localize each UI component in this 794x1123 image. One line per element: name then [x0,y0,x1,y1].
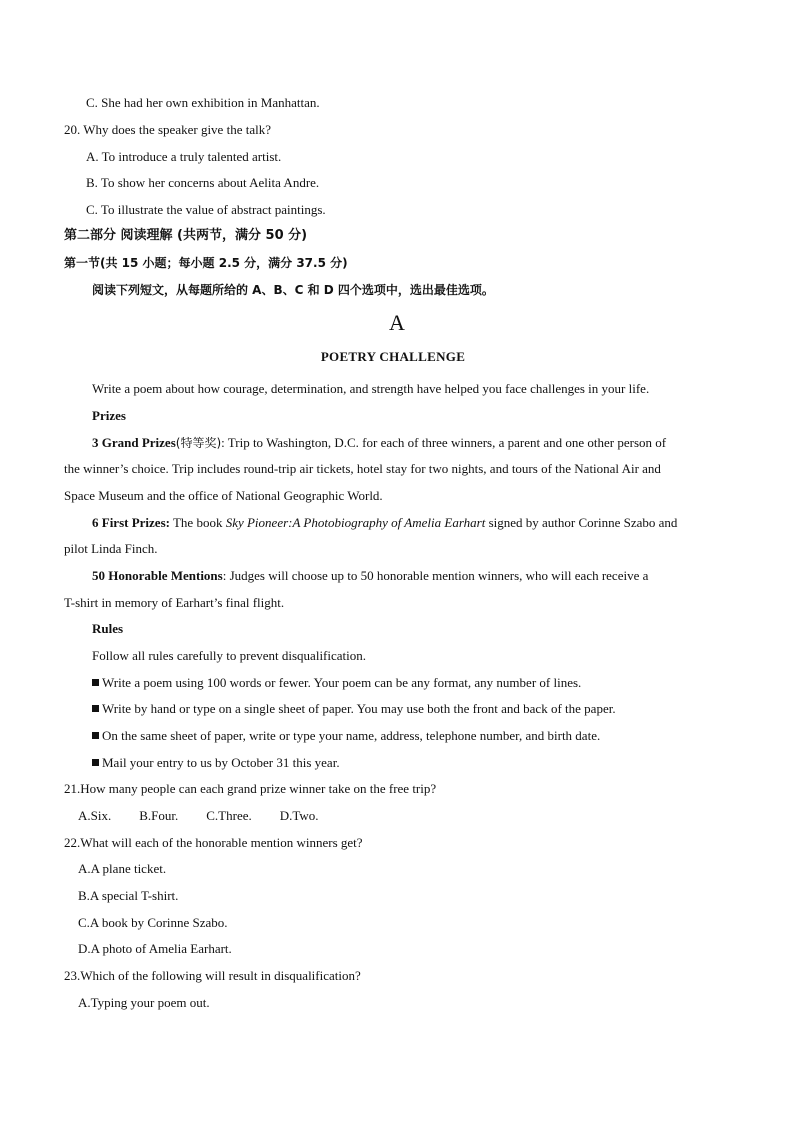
q21-options [78,808,347,824]
q22-option-c: C.A book by Corinne Szabo. [78,915,228,930]
q20-option-b: B. To show her concerns about Aelita Andre. [86,175,320,190]
grand-prizes-text-2: the winner’s choice. Trip includes round-trip air tickets, hotel stay for two nights, and tours of the National Air and [64,461,661,476]
q21-question: 21.How many people can each grand prize winner take on the free trip? [64,781,437,796]
bullet-square-icon [92,732,99,739]
first-prizes-text-a: The book [169,515,226,530]
reading-instruction: 阅读下列短文，从每题所给的 A、B、C 和 D 四个选项中，选出最佳选项。 [92,283,494,297]
first-prizes-text-b: signed by author Corinne Szabo and [485,515,678,530]
q23-option-a: A.Typing your poem out. [78,995,210,1010]
first-prizes-label: 6 First Prizes: [92,515,170,530]
honorable-mentions-line [92,568,648,584]
first-prizes-line [92,515,677,531]
q20-option-c: C. To illustrate the value of abstract paintings. [86,202,326,217]
bullet-square-icon [92,759,99,766]
rule-item [92,701,616,717]
q23-question: 23.Which of the following will result in disqualification? [64,968,361,983]
q22-option-d: D.A photo of Amelia Earhart. [78,941,232,956]
q22-question: 22.What will each of the honorable mention winners get? [64,835,363,850]
section1-heading: 第一节(共 15 小题；每小题 2.5 分，满分 37.5 分) [64,256,348,270]
rule-text: Write a poem using 100 words or fewer. Your poem can be any format, any number of lines. [102,675,582,690]
rules-heading: Rules [92,621,124,636]
bullet-square-icon [92,679,99,686]
honorable-mentions-label: 50 Honorable Mentions [92,568,223,583]
rule-text: Mail your entry to us by October 31 this year. [102,755,340,770]
honorable-mentions-text: : Judges will choose up to 50 honorable mention winners, who will each receive a [222,568,649,583]
grand-prizes-cn: (特等奖) [175,436,222,450]
q21-option-d: D.Two. [279,808,319,823]
grand-prizes-line [92,435,666,451]
grand-prizes-text-3: Space Museum and the office of National Geographic World. [64,488,383,503]
rule-item [92,755,340,771]
passage-title: POETRY CHALLENGE [320,349,466,364]
part2-heading: 第二部分 阅读理解 (共两节，满分 50 分) [64,228,308,243]
q21-option-c: C.Three. [206,808,252,823]
q22-option-a: A.A plane ticket. [78,861,167,876]
q20-option-a: A. To introduce a truly talented artist. [86,149,282,164]
bullet-square-icon [92,705,99,712]
book-title: Sky Pioneer:A Photobiography of Amelia Earhart [225,515,486,530]
q21-option-a: A.Six. [78,808,112,823]
q19-option-c: C. She had her own exhibition in Manhattan. [86,95,320,110]
passage-letter: A [389,310,405,335]
q22-option-b: B.A special T-shirt. [78,888,179,903]
grand-prizes-text: : Trip to Washington, D.C. for each of three winners, a parent and one other person of [221,435,667,450]
rule-text: On the same sheet of paper, write or type your name, address, telephone number, and birth date. [102,728,601,743]
q21-option-b: B.Four. [139,808,179,823]
first-prizes-text-2: pilot Linda Finch. [64,541,158,556]
prizes-heading: Prizes [92,408,126,423]
rule-item [92,728,600,744]
q20-question: 20. Why does the speaker give the talk? [64,122,271,137]
rules-intro: Follow all rules carefully to prevent disqualification. [92,648,367,663]
passage-intro: Write a poem about how courage, determination, and strength have helped you face challenges in your life. [92,381,650,396]
rule-item [92,675,581,691]
rule-text: Write by hand or type on a single sheet of paper. You may use both the front and back of the paper. [102,701,616,716]
honorable-mentions-text-2: T-shirt in memory of Earhart’s final flight. [64,595,285,610]
grand-prizes-label: 3 Grand Prizes [92,435,176,450]
